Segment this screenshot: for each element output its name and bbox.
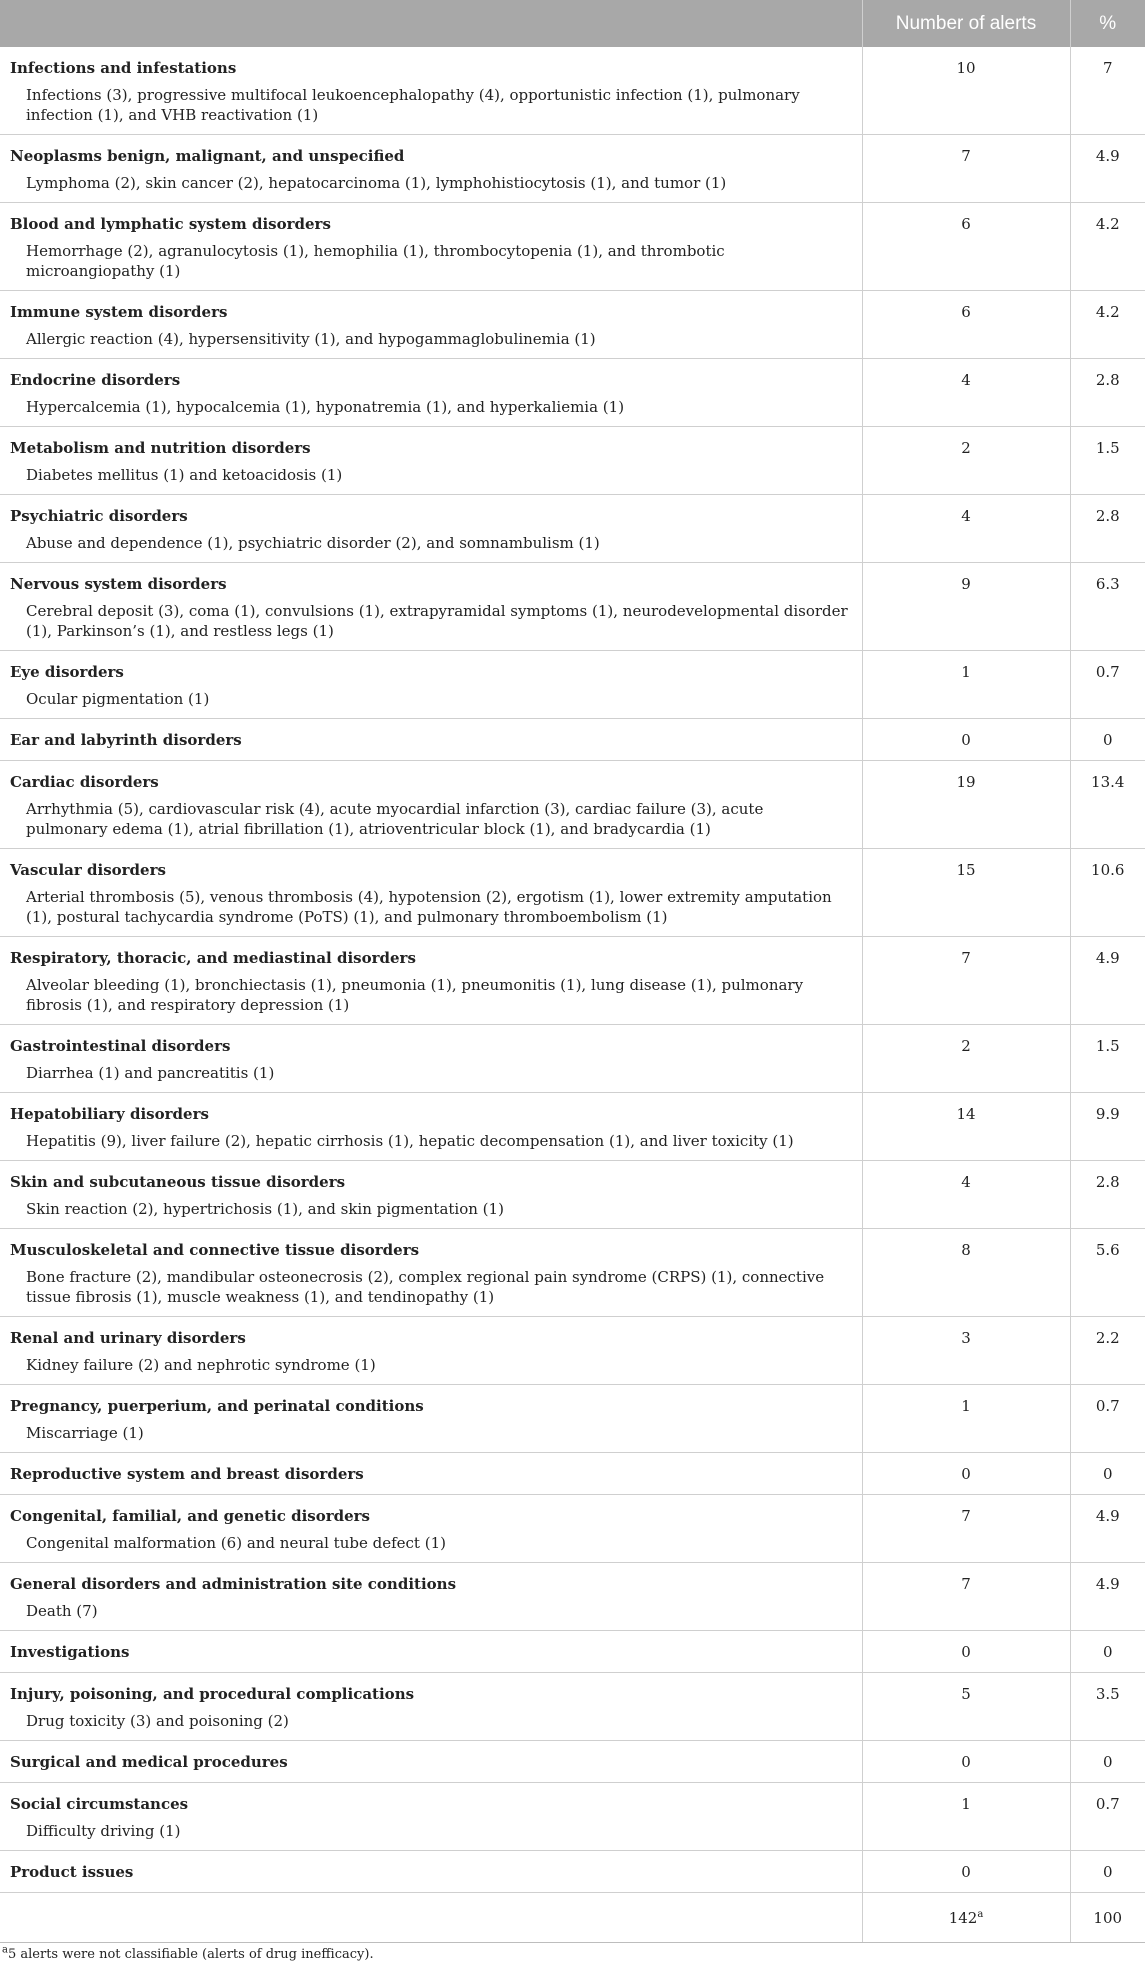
alert-count: 7	[862, 1495, 1070, 1563]
category-cell	[0, 135, 862, 203]
category-name: Eye disorders	[10, 663, 124, 681]
alert-percent: 0	[1070, 1631, 1145, 1673]
alert-percent: 5.6	[1070, 1229, 1145, 1317]
category-cell	[0, 495, 862, 563]
header-category	[0, 0, 862, 47]
category-cell	[0, 761, 862, 849]
category-name: Immune system disorders	[10, 303, 228, 321]
category-name: Pregnancy, puerperium, and perinatal conditions	[10, 1397, 424, 1415]
category-name: Metabolism and nutrition disorders	[10, 439, 311, 457]
alert-count: 4	[862, 495, 1070, 563]
alert-percent: 2.2	[1070, 1317, 1145, 1385]
category-name: Gastrointestinal disorders	[10, 1037, 231, 1055]
category-cell	[0, 359, 862, 427]
alert-percent: 2.8	[1070, 359, 1145, 427]
alert-count: 5	[862, 1673, 1070, 1741]
category-cell	[0, 1673, 862, 1741]
alert-count: 10	[862, 47, 1070, 135]
alert-count: 4	[862, 1161, 1070, 1229]
category-name: Endocrine disorders	[10, 371, 181, 389]
category-cell	[0, 1453, 862, 1495]
table-row	[0, 1093, 1145, 1161]
table-body	[0, 47, 1145, 1893]
alert-percent: 4.9	[1070, 937, 1145, 1025]
alert-percent: 2.8	[1070, 495, 1145, 563]
alert-percent: 9.9	[1070, 1093, 1145, 1161]
category-name: Blood and lymphatic system disorders	[10, 215, 331, 233]
total-count-cell	[862, 1893, 1070, 1943]
alert-percent: 0	[1070, 1453, 1145, 1495]
table-row	[0, 1161, 1145, 1229]
category-details: Hepatitis (9), liver failure (2), hepatic cirrhosis (1), hepatic decompensation (1), and liver toxicity (1)	[26, 1132, 794, 1150]
table-row	[0, 1783, 1145, 1851]
alert-percent: 0.7	[1070, 1783, 1145, 1851]
alert-percent: 4.9	[1070, 1563, 1145, 1631]
category-name: Cardiac disorders	[10, 773, 159, 791]
alert-percent: 0	[1070, 1741, 1145, 1783]
footnote-mark: a	[2, 1944, 8, 1956]
alert-count: 7	[862, 1563, 1070, 1631]
category-details: Cerebral deposit (3), coma (1), convulsions (1), extrapyramidal symptoms (1), neurodevelopmental disorder (1), Parkinson’s (1), and restless legs (1)	[26, 602, 848, 640]
category-cell	[0, 1495, 862, 1563]
category-name: Injury, poisoning, and procedural complications	[10, 1685, 415, 1703]
category-details: Bone fracture (2), mandibular osteonecrosis (2), complex regional pain syndrome (CRPS) (1), connective tissue fibrosis (1), muscle weakness (1), and tendinopathy (1)	[26, 1268, 825, 1306]
alert-count: 6	[862, 203, 1070, 291]
category-cell	[0, 203, 862, 291]
alert-count: 2	[862, 1025, 1070, 1093]
alert-count: 14	[862, 1093, 1070, 1161]
alert-count: 0	[862, 1453, 1070, 1495]
table-row	[0, 291, 1145, 359]
category-details: Kidney failure (2) and nephrotic syndrome (1)	[26, 1356, 376, 1374]
category-cell	[0, 1851, 862, 1893]
alert-percent: 6.3	[1070, 563, 1145, 651]
total-row	[0, 1893, 1145, 1943]
category-cell	[0, 937, 862, 1025]
category-details: Ocular pigmentation (1)	[26, 690, 210, 708]
category-cell	[0, 291, 862, 359]
category-cell	[0, 1093, 862, 1161]
table-row	[0, 719, 1145, 761]
alert-count: 15	[862, 849, 1070, 937]
category-name: Product issues	[10, 1863, 134, 1881]
category-cell	[0, 651, 862, 719]
alert-count: 8	[862, 1229, 1070, 1317]
alert-count: 4	[862, 359, 1070, 427]
category-cell	[0, 1317, 862, 1385]
alert-count: 19	[862, 761, 1070, 849]
table-row	[0, 1563, 1145, 1631]
category-name: Ear and labyrinth disorders	[10, 731, 242, 749]
category-name: Vascular disorders	[10, 861, 166, 879]
category-cell	[0, 1563, 862, 1631]
alert-count: 1	[862, 1783, 1070, 1851]
table-row	[0, 359, 1145, 427]
category-name: Musculoskeletal and connective tissue disorders	[10, 1241, 420, 1259]
category-cell	[0, 1161, 862, 1229]
category-name: Infections and infestations	[10, 59, 237, 77]
total-percent: 100	[1070, 1893, 1145, 1943]
total-label-cell	[0, 1893, 862, 1943]
alert-percent: 10.6	[1070, 849, 1145, 937]
table-row	[0, 1025, 1145, 1093]
alert-percent: 0.7	[1070, 651, 1145, 719]
category-details: Drug toxicity (3) and poisoning (2)	[26, 1712, 289, 1730]
category-name: General disorders and administration site conditions	[10, 1575, 457, 1593]
footnote-text: 5 alerts were not classifiable (alerts of drug inefficacy).	[7, 1947, 374, 1962]
alert-count: 9	[862, 563, 1070, 651]
alert-percent: 1.5	[1070, 427, 1145, 495]
alert-percent: 0	[1070, 719, 1145, 761]
category-details: Lymphoma (2), skin cancer (2), hepatocarcinoma (1), lymphohistiocytosis (1), and tumor (1)	[26, 174, 727, 192]
category-name: Respiratory, thoracic, and mediastinal disorders	[10, 949, 416, 967]
alert-percent: 0	[1070, 1851, 1145, 1893]
table-row	[0, 1673, 1145, 1741]
category-details: Hypercalcemia (1), hypocalcemia (1), hyponatremia (1), and hyperkaliemia (1)	[26, 398, 625, 416]
alert-percent: 4.9	[1070, 1495, 1145, 1563]
category-cell	[0, 1025, 862, 1093]
alert-percent: 4.2	[1070, 291, 1145, 359]
category-details: Arterial thrombosis (5), venous thrombosis (4), hypotension (2), ergotism (1), lower extremity amputation (1), postural tachycardia syndrome (PoTS) (1), and pulmonary thromboembolism (1)	[26, 888, 832, 926]
table-header-row	[0, 0, 1145, 47]
header-number-of-alerts: Number of alerts	[862, 0, 1070, 47]
alert-count: 0	[862, 719, 1070, 761]
alert-percent: 2.8	[1070, 1161, 1145, 1229]
header-percent: %	[1070, 0, 1145, 47]
table-row	[0, 135, 1145, 203]
table-row	[0, 1851, 1145, 1893]
category-details: Infections (3), progressive multifocal leukoencephalopathy (4), opportunistic infection (1), pulmonary infection (1), and VHB reactivation (1)	[26, 86, 800, 124]
category-details: Diarrhea (1) and pancreatitis (1)	[26, 1064, 275, 1082]
category-name: Neoplasms benign, malignant, and unspecified	[10, 147, 405, 165]
table-row	[0, 1317, 1145, 1385]
table-row	[0, 1229, 1145, 1317]
category-details: Alveolar bleeding (1), bronchiectasis (1), pneumonia (1), pneumonitis (1), lung disease (1), pulmonary fibrosis (1), and respiratory depression (1)	[26, 976, 804, 1014]
alert-percent: 0.7	[1070, 1385, 1145, 1453]
category-details: Difficulty driving (1)	[26, 1822, 181, 1840]
category-details: Abuse and dependence (1), psychiatric disorder (2), and somnambulism (1)	[26, 534, 600, 552]
table-row	[0, 1741, 1145, 1783]
alert-count: 2	[862, 427, 1070, 495]
category-cell	[0, 1741, 862, 1783]
alert-count: 0	[862, 1741, 1070, 1783]
category-name: Reproductive system and breast disorders	[10, 1465, 364, 1483]
table-row	[0, 651, 1145, 719]
category-cell	[0, 563, 862, 651]
alert-percent: 13.4	[1070, 761, 1145, 849]
total-count-footnote-mark: a	[977, 1908, 984, 1920]
category-name: Nervous system disorders	[10, 575, 227, 593]
category-name: Investigations	[10, 1643, 130, 1661]
category-name: Renal and urinary disorders	[10, 1329, 246, 1347]
table-row	[0, 937, 1145, 1025]
footnote	[0, 1943, 1145, 1963]
category-cell	[0, 1783, 862, 1851]
category-cell	[0, 719, 862, 761]
table-row	[0, 1631, 1145, 1673]
alert-percent: 3.5	[1070, 1673, 1145, 1741]
table-row	[0, 1495, 1145, 1563]
table-row	[0, 849, 1145, 937]
category-name: Hepatobiliary disorders	[10, 1105, 209, 1123]
category-cell	[0, 427, 862, 495]
category-name: Skin and subcutaneous tissue disorders	[10, 1173, 346, 1191]
category-details: Diabetes mellitus (1) and ketoacidosis (1)	[26, 466, 343, 484]
alert-count: 1	[862, 651, 1070, 719]
category-details: Hemorrhage (2), agranulocytosis (1), hemophilia (1), thrombocytopenia (1), and thrombotic microangiopathy (1)	[26, 242, 725, 280]
alert-count: 6	[862, 291, 1070, 359]
category-name: Psychiatric disorders	[10, 507, 188, 525]
table-row	[0, 47, 1145, 135]
category-cell	[0, 1631, 862, 1673]
category-details: Skin reaction (2), hypertrichosis (1), and skin pigmentation (1)	[26, 1200, 504, 1218]
category-name: Congenital, familial, and genetic disorders	[10, 1507, 370, 1525]
category-name: Surgical and medical procedures	[10, 1753, 288, 1771]
alert-count: 1	[862, 1385, 1070, 1453]
category-cell	[0, 849, 862, 937]
category-cell	[0, 47, 862, 135]
category-details: Death (7)	[26, 1602, 98, 1620]
table-row	[0, 1385, 1145, 1453]
total-count: 142	[948, 1908, 978, 1927]
alert-count: 7	[862, 135, 1070, 203]
alert-count: 0	[862, 1851, 1070, 1893]
table-row	[0, 563, 1145, 651]
category-cell	[0, 1385, 862, 1453]
category-cell	[0, 1229, 862, 1317]
alert-percent: 4.2	[1070, 203, 1145, 291]
category-details: Allergic reaction (4), hypersensitivity (1), and hypogammaglobulinemia (1)	[26, 330, 596, 348]
category-name: Social circumstances	[10, 1795, 189, 1813]
alert-count: 7	[862, 937, 1070, 1025]
alert-count: 0	[862, 1631, 1070, 1673]
alert-percent: 7	[1070, 47, 1145, 135]
table-row	[0, 427, 1145, 495]
alert-percent: 4.9	[1070, 135, 1145, 203]
table-row	[0, 1453, 1145, 1495]
table-row	[0, 495, 1145, 563]
table-row	[0, 761, 1145, 849]
alert-count: 3	[862, 1317, 1070, 1385]
category-details: Congenital malformation (6) and neural tube defect (1)	[26, 1534, 446, 1552]
category-details: Miscarriage (1)	[26, 1424, 144, 1442]
alert-percent: 1.5	[1070, 1025, 1145, 1093]
category-details: Arrhythmia (5), cardiovascular risk (4), acute myocardial infarction (3), cardiac failure (3), acute pulmonary edema (1), atrial fibrillation (1), atrioventricular block (1), and bradycardia (1)	[26, 800, 764, 838]
table-row	[0, 203, 1145, 291]
